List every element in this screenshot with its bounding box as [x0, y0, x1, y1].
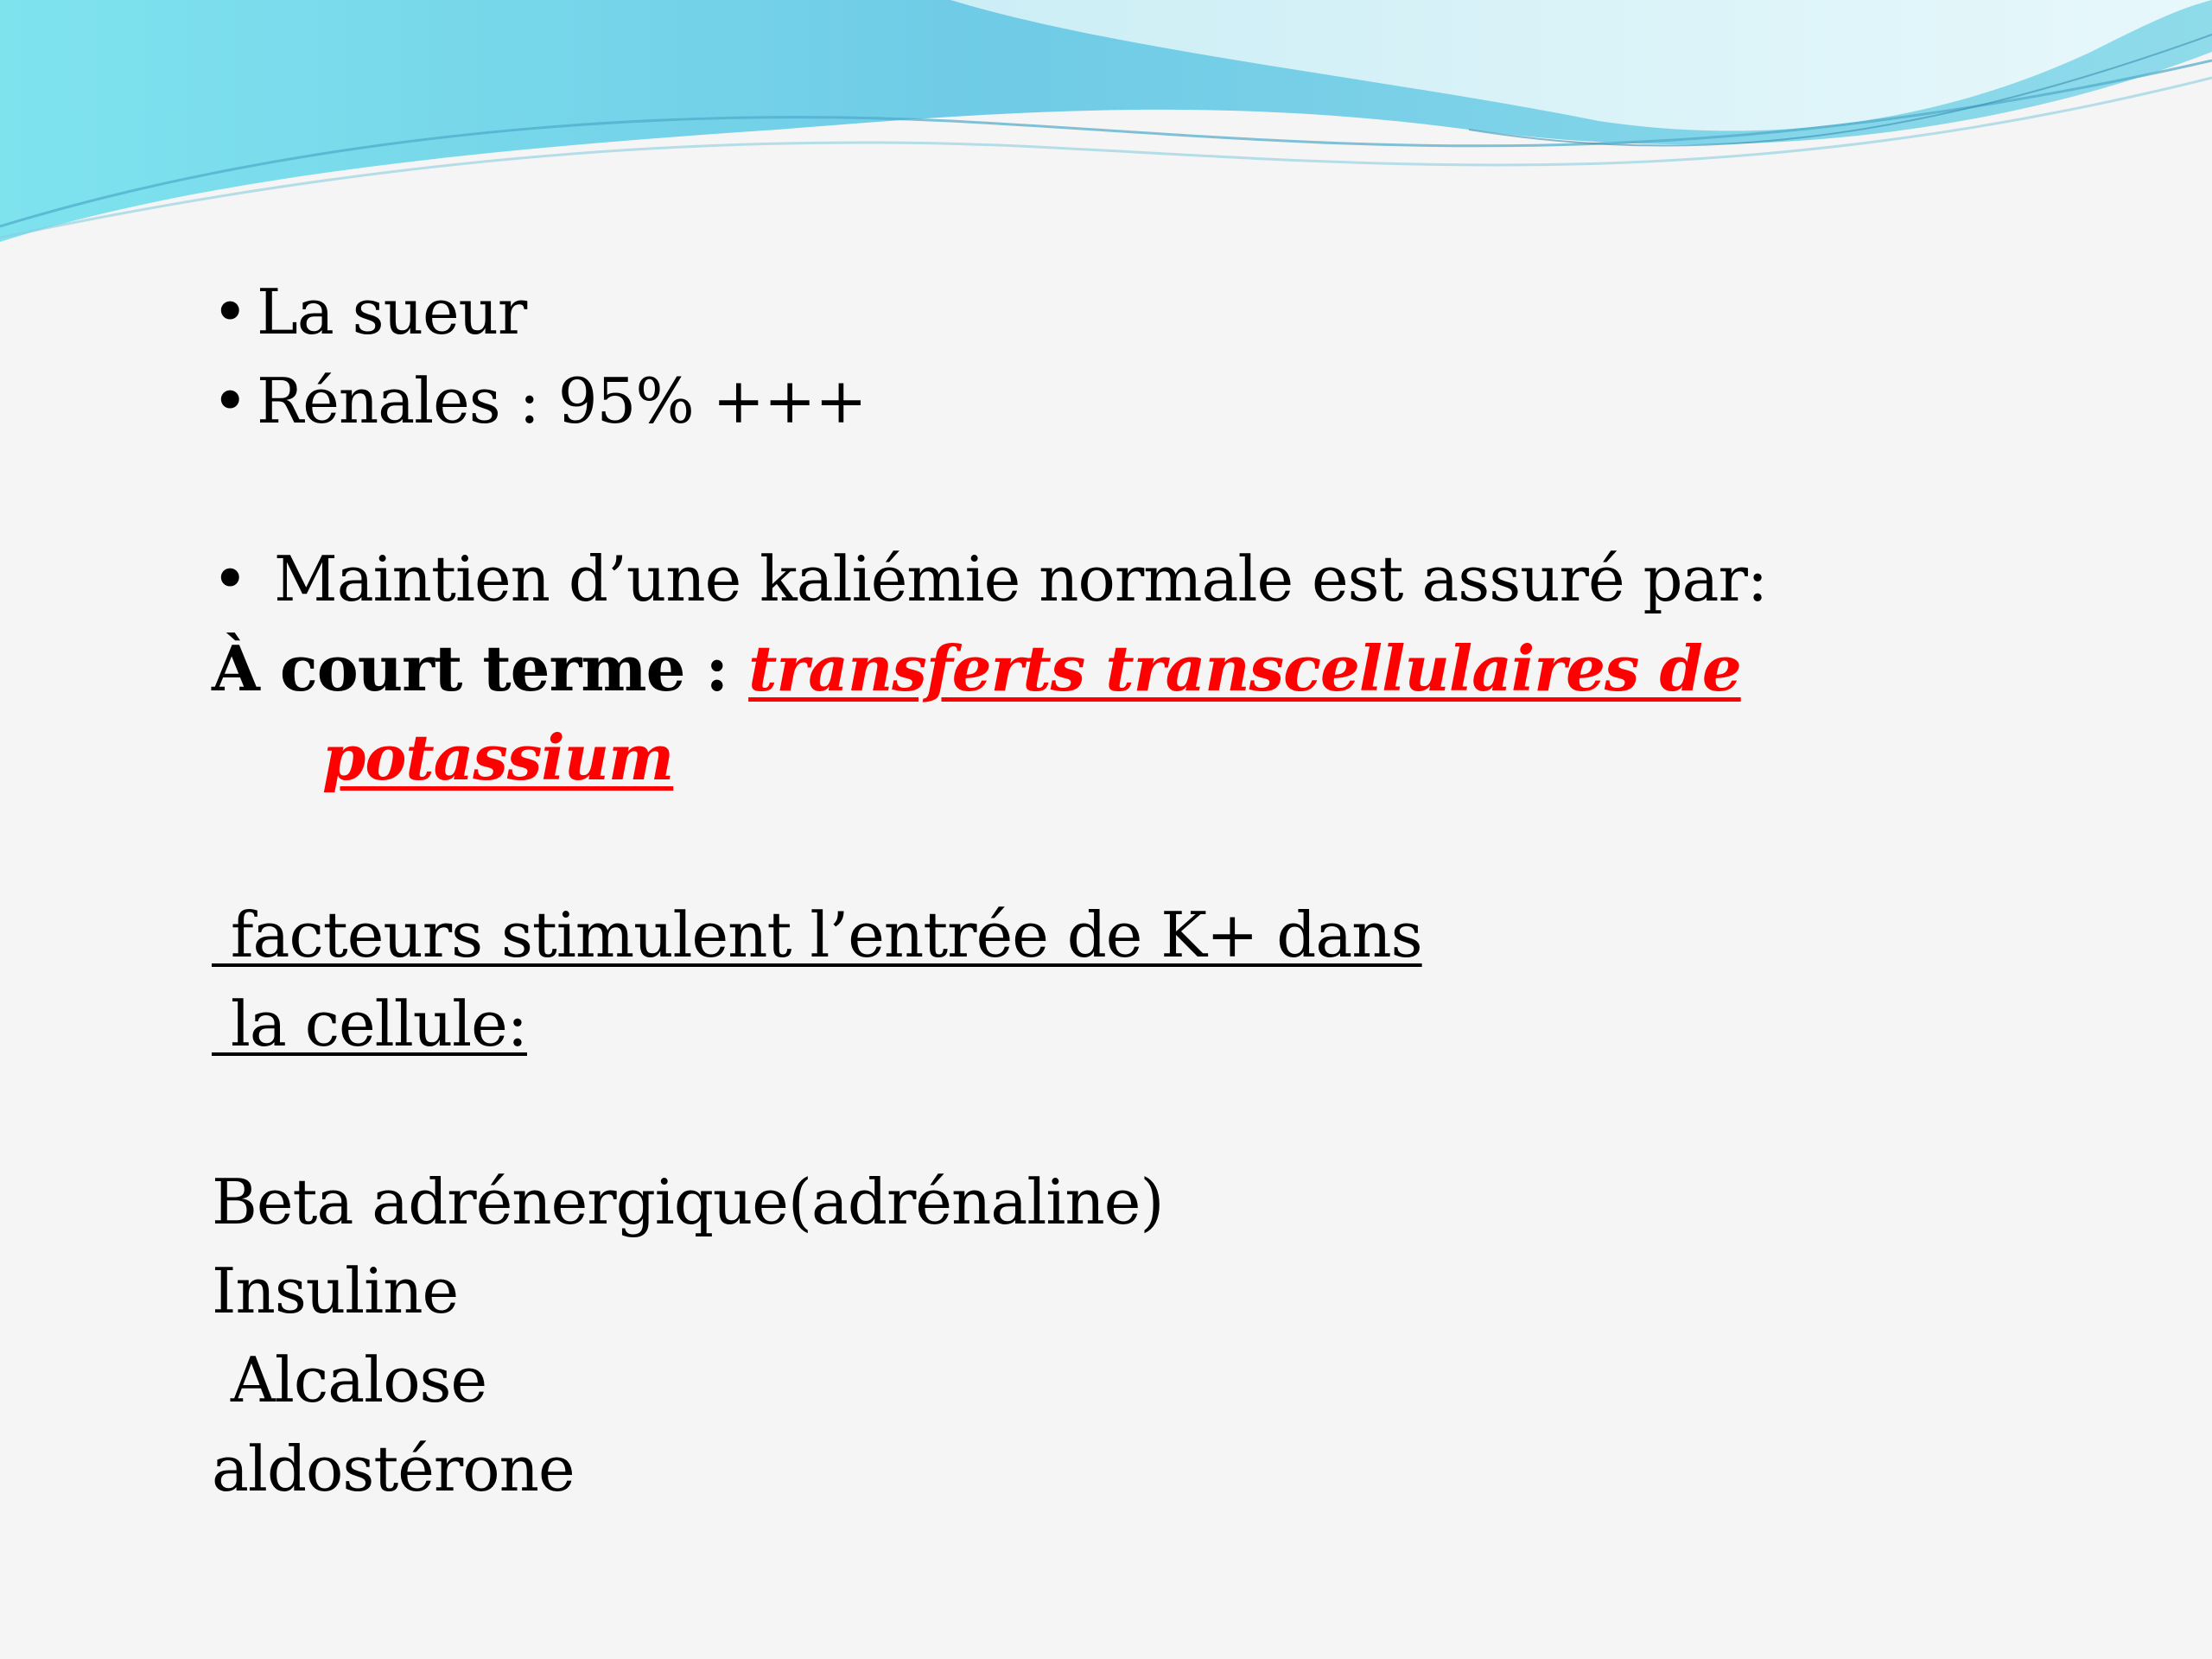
header-wave-decoration: [0, 0, 2212, 259]
bullet-glyph: •: [212, 365, 248, 437]
spacer: [212, 802, 2113, 891]
transfer-text-line2: potassium: [322, 721, 674, 794]
spacer: [212, 446, 2113, 535]
spacer: [212, 1069, 2113, 1158]
maintien-text: Maintien d’une kaliémie normale est assuré par:: [274, 543, 1768, 615]
factor-text: aldostérone: [212, 1433, 575, 1505]
factor-item: [212, 1425, 2113, 1514]
factor-text: Alcalose: [212, 1344, 487, 1416]
factor-text: Beta adrénergique(adrénaline): [212, 1166, 1164, 1238]
bullet-text: Rénales : 95% +++: [257, 365, 867, 437]
bullet-item: [212, 357, 2113, 446]
facteurs-heading-line1: [212, 891, 2113, 980]
transfer-line2: [212, 713, 2113, 802]
factor-item: [212, 1336, 2113, 1425]
bullet-text: La sueur: [257, 276, 527, 348]
bullet-item: [212, 535, 2113, 624]
slide-body: [212, 268, 2113, 1514]
transfer-text-line1: transferts transcellulaires de: [748, 632, 1741, 705]
bullet-glyph: •: [212, 543, 248, 615]
court-terme-label: À court terme: [212, 632, 685, 705]
court-terme-line: [212, 624, 2113, 713]
court-terme-separator: :: [684, 632, 749, 705]
factor-text: Insuline: [212, 1255, 459, 1327]
factor-item: [212, 1158, 2113, 1247]
factor-item: [212, 1247, 2113, 1336]
facteurs-text-line1: facteurs stimulent l’entrée de K+ dans: [212, 899, 1422, 971]
facteurs-heading-line2: [212, 980, 2113, 1069]
bullet-item: [212, 268, 2113, 357]
facteurs-text-line2: la cellule:: [212, 988, 527, 1060]
bullet-glyph: •: [212, 276, 248, 348]
